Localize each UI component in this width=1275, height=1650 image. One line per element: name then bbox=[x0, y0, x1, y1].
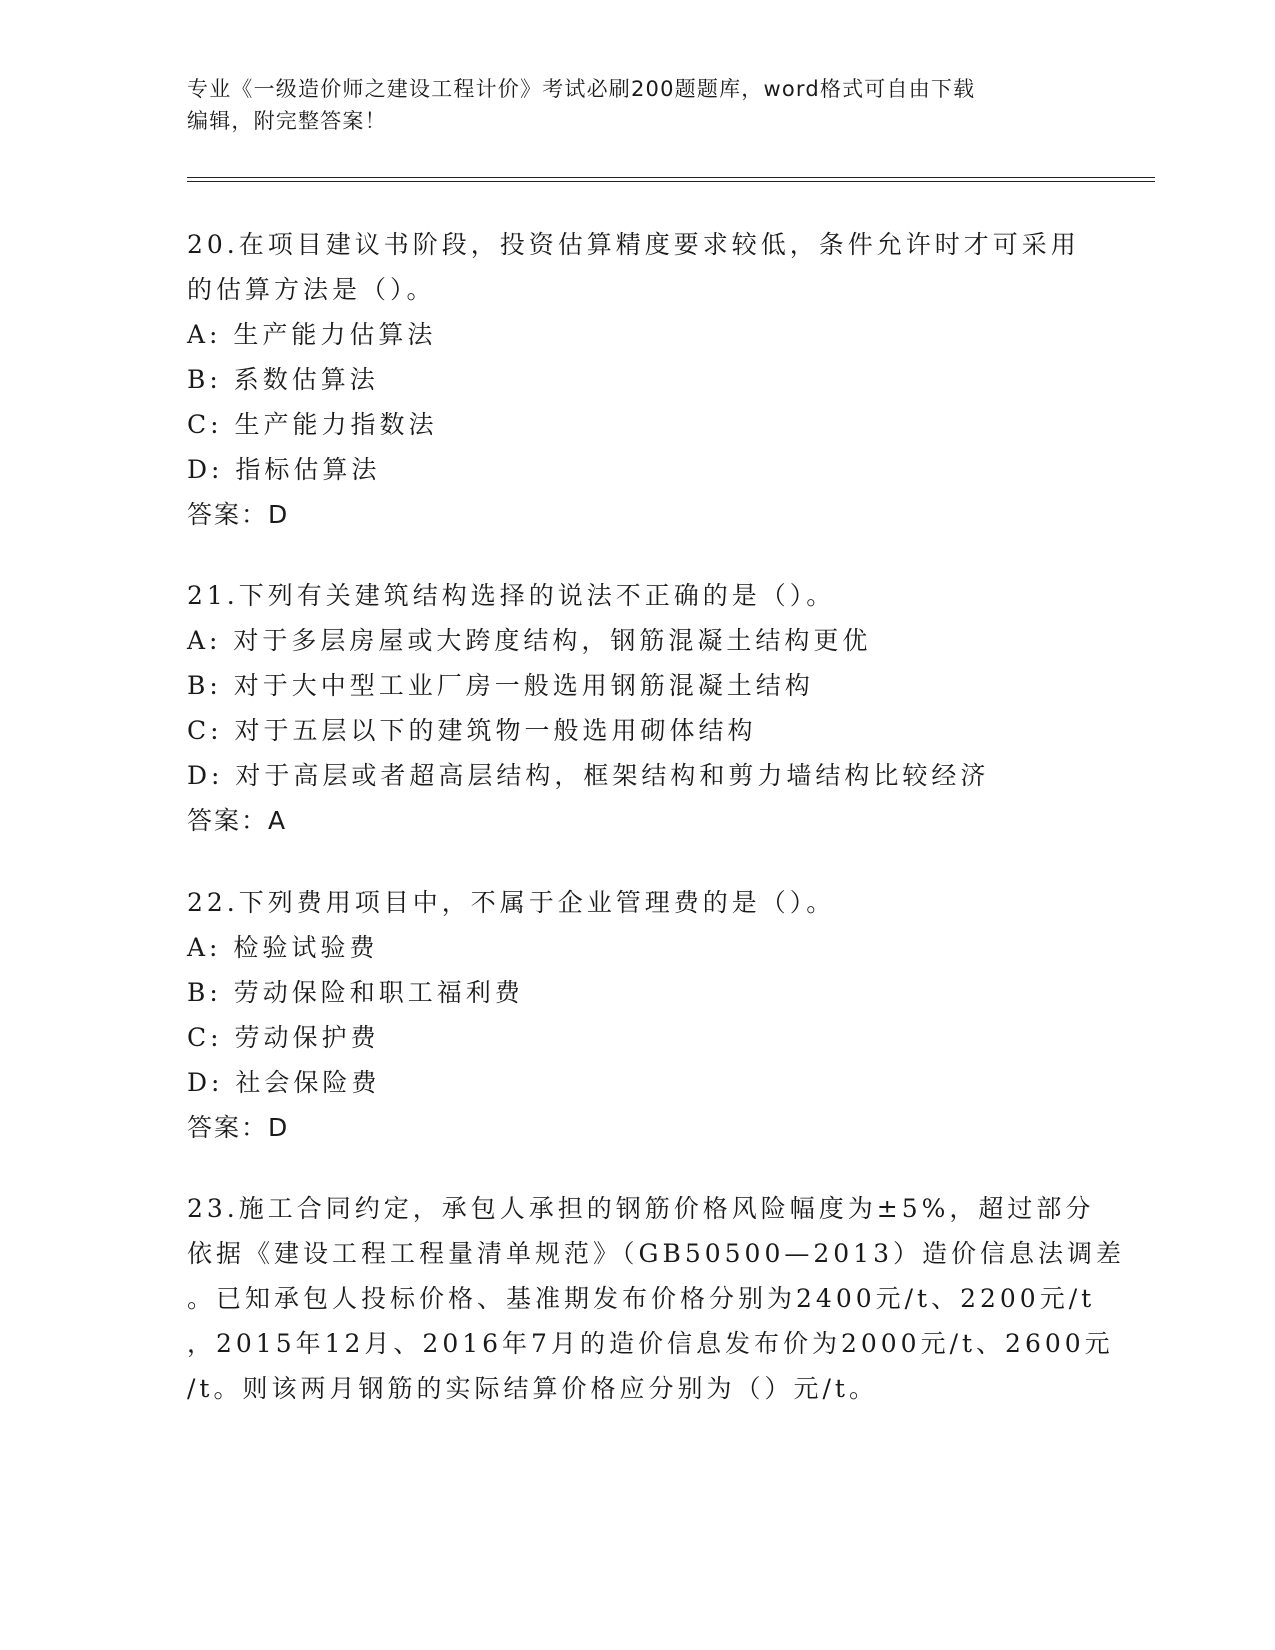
option-d: D: 社会保险费 bbox=[187, 1068, 381, 1097]
header-divider bbox=[187, 177, 1155, 182]
option-b: B: 对于大中型工业厂房一般选用钢筋混凝土结构 bbox=[187, 671, 814, 700]
answer-line bbox=[187, 798, 1087, 843]
question-stem-line: ，2015年12月、2016年7月的造价信息发布价为2000元/t、2600元 bbox=[187, 1329, 1114, 1358]
option-a: A: 检验试验费 bbox=[187, 933, 379, 962]
option-c: C: 劳动保护费 bbox=[187, 1023, 380, 1052]
option-b: B: 系数估算法 bbox=[187, 365, 379, 394]
question-stem-line: 。已知承包人投标价格、基准期发布价格分别为2400元/t、2200元/t bbox=[187, 1284, 1096, 1313]
question-23 bbox=[187, 1186, 1125, 1411]
answer-line bbox=[187, 492, 1087, 537]
question-stem-line: 22.下列费用项目中，不属于企业管理费的是（）。 bbox=[187, 888, 836, 917]
question-22 bbox=[187, 880, 1087, 1150]
document-header bbox=[187, 73, 1067, 137]
answer-label: 答案： bbox=[187, 806, 269, 835]
answer-value: D bbox=[268, 500, 290, 529]
question-stem-line: /t。则该两月钢筋的实际结算价格应分别为（）元/t。 bbox=[187, 1374, 878, 1403]
option-a: A: 对于多层房屋或大跨度结构，钢筋混凝土结构更优 bbox=[187, 626, 872, 655]
question-stem-line: 21.下列有关建筑结构选择的说法不正确的是（）。 bbox=[187, 581, 836, 610]
question-20 bbox=[187, 222, 1087, 537]
option-b: B: 劳动保险和职工福利费 bbox=[187, 978, 524, 1007]
question-stem-line: 20.在项目建议书阶段，投资估算精度要求较低，条件允许时才可采用 bbox=[187, 230, 1080, 259]
answer-value: D bbox=[268, 1113, 290, 1142]
header-line-1: 专业《一级造价师之建设工程计价》考试必刷200题题库，word格式可自由下载 bbox=[187, 77, 976, 101]
question-stem-line: 的估算方法是（）。 bbox=[187, 275, 436, 304]
answer-label: 答案： bbox=[187, 1113, 269, 1142]
answer-line bbox=[187, 1105, 1087, 1150]
answer-value: A bbox=[268, 806, 288, 835]
option-a: A: 生产能力估算法 bbox=[187, 320, 437, 349]
answer-label: 答案： bbox=[187, 500, 269, 529]
question-stem-line: 依据《建设工程工程量清单规范》（GB50500—2013）造价信息法调差 bbox=[187, 1239, 1125, 1268]
option-d: D: 指标估算法 bbox=[187, 455, 381, 484]
header-line-2: 编辑，附完整答案！ bbox=[187, 109, 387, 133]
question-stem-line: 23.施工合同约定，承包人承担的钢筋价格风险幅度为±5%，超过部分 bbox=[187, 1194, 1095, 1223]
option-c: C: 生产能力指数法 bbox=[187, 410, 438, 439]
option-d: D: 对于高层或者超高层结构，框架结构和剪力墙结构比较经济 bbox=[187, 761, 990, 790]
question-21 bbox=[187, 573, 1087, 843]
option-c: C: 对于五层以下的建筑物一般选用砌体结构 bbox=[187, 716, 757, 745]
